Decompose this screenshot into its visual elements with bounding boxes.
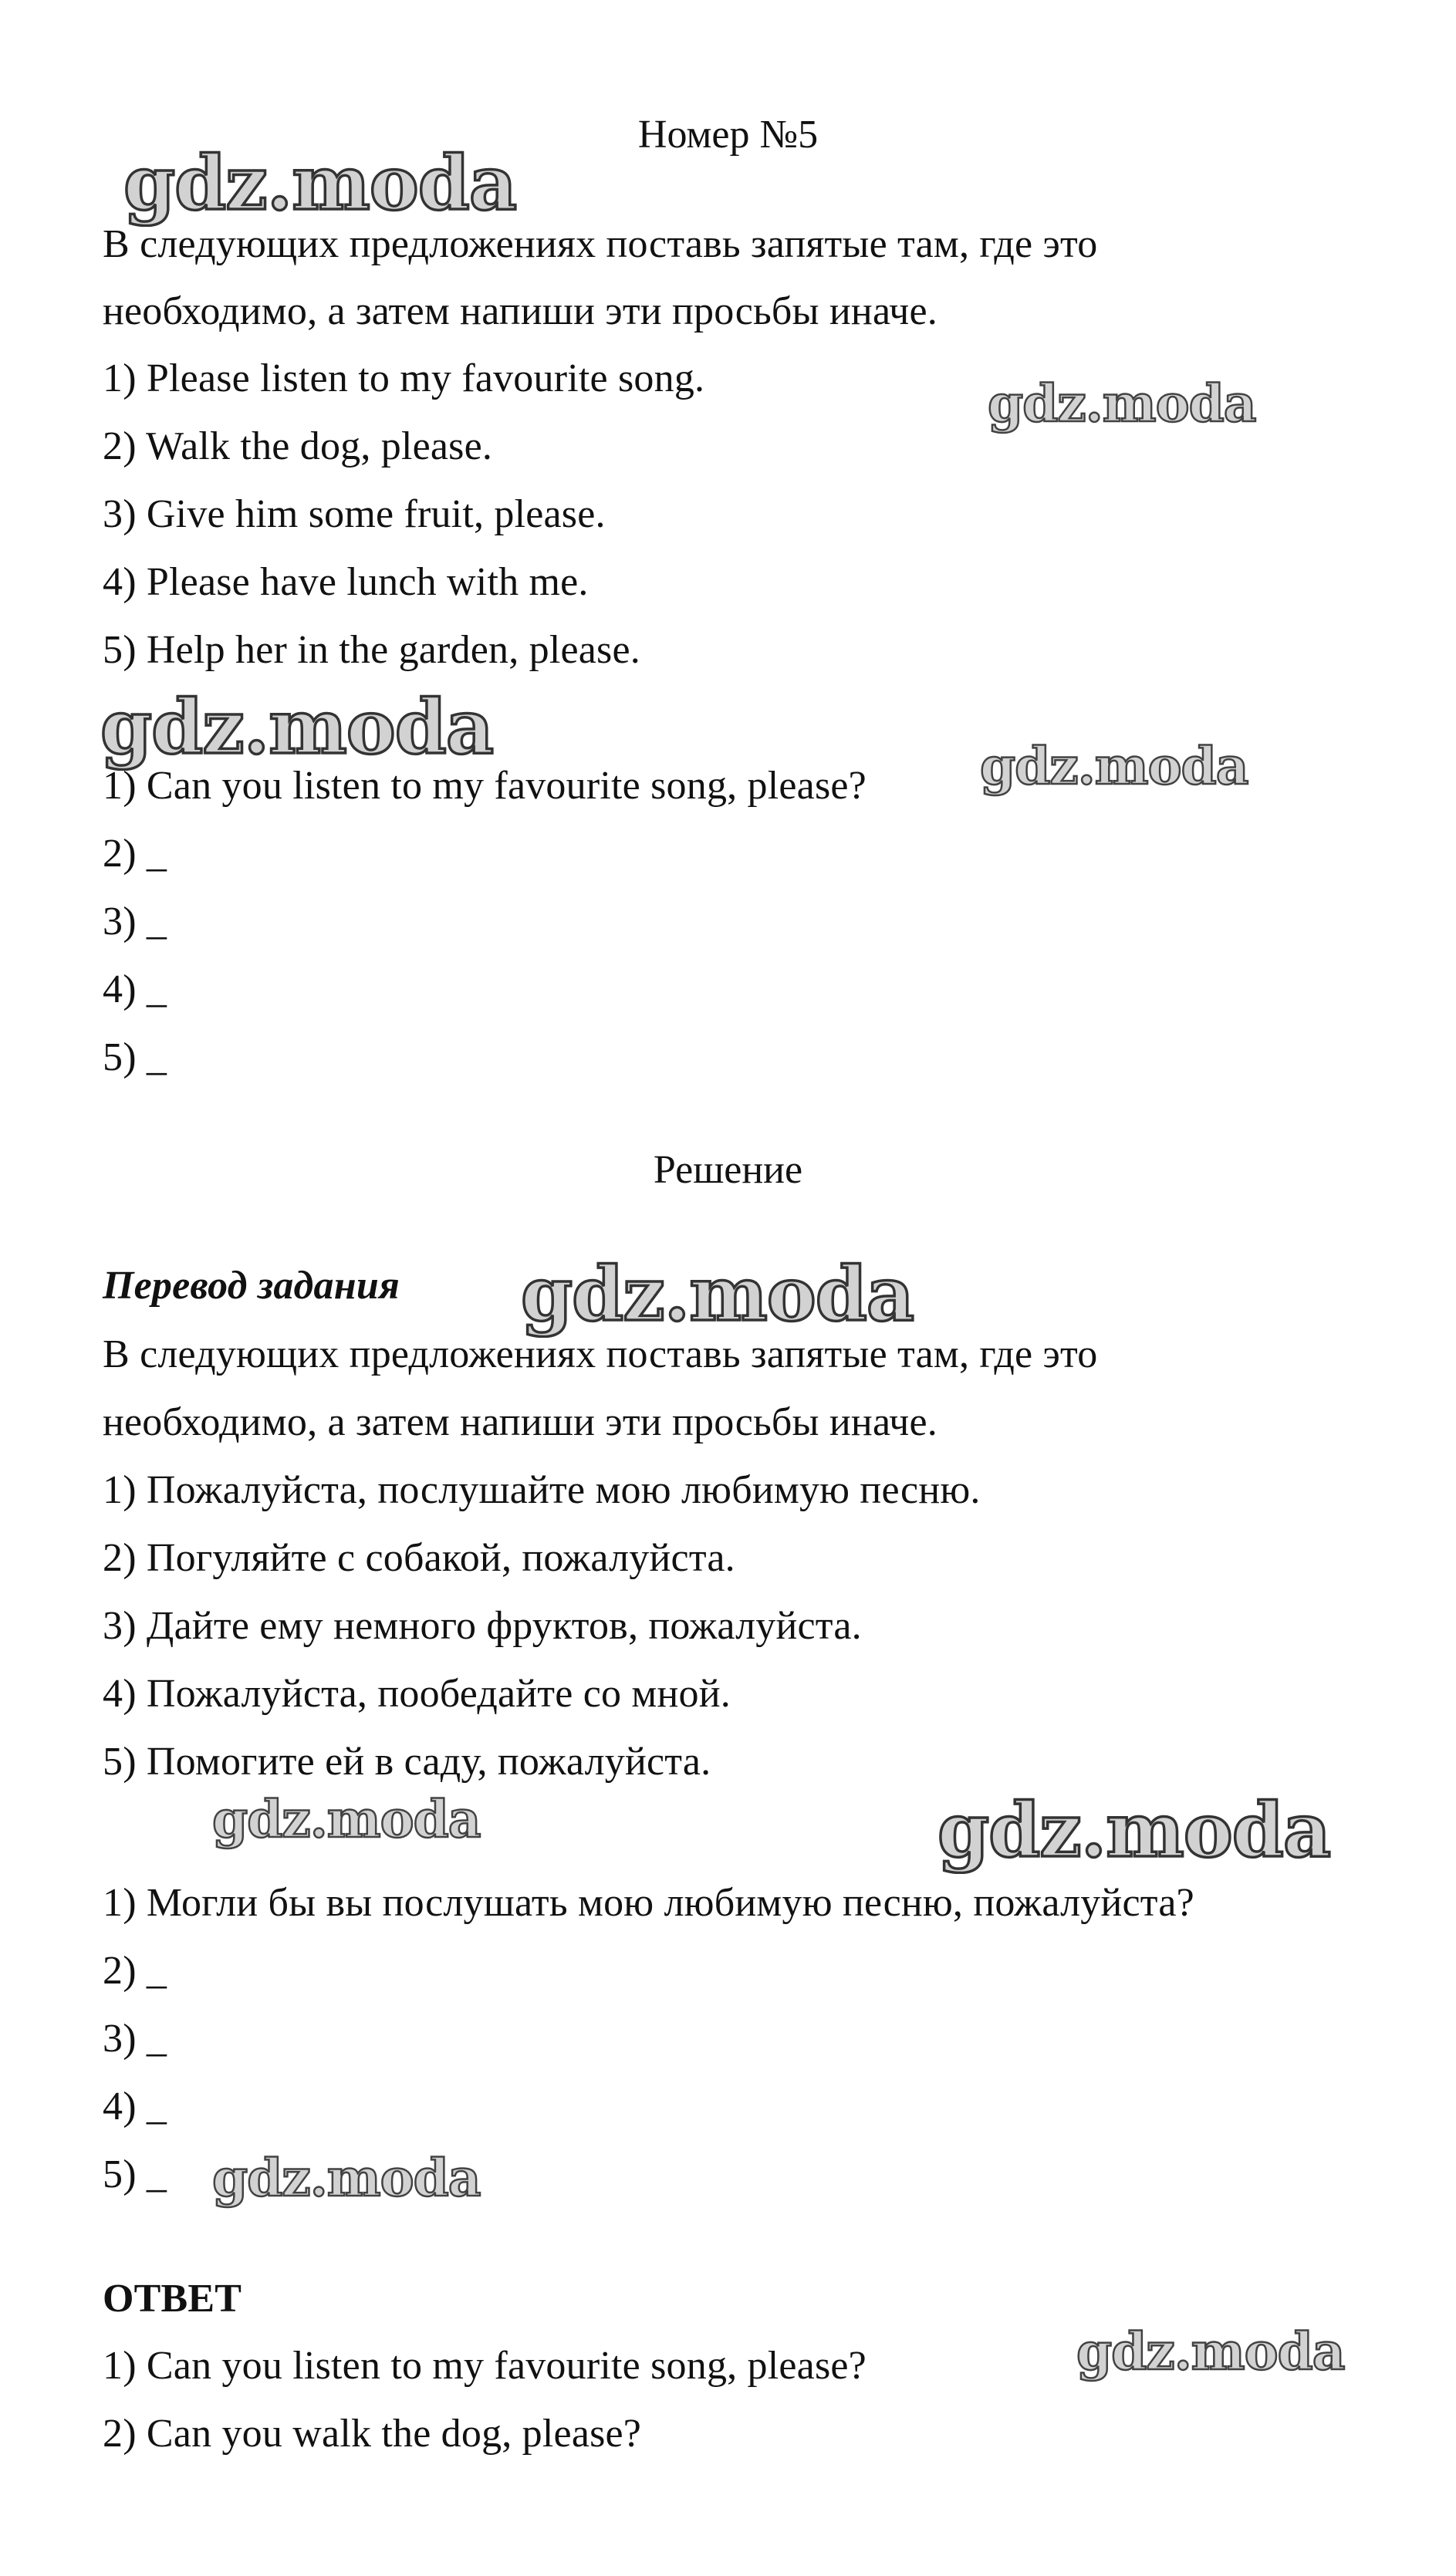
task-instruction-line-2: необходимо, а затем напиши эти просьбы иначе. [103,289,937,333]
answer-line-2: 2) Can you walk the dog, please? [103,2412,642,2456]
translation-sentence-5: 5) Помогите ей в саду, пожалуйста. [103,1740,711,1784]
solution-heading: Решение [653,1148,803,1192]
task-sentence-4: 4) Please have lunch with me. [103,560,589,604]
translation-answer-2: 2) _ [103,1949,167,1993]
task-answer-4: 4) _ [103,967,167,1011]
translation-instruction-line-1: В следующих предложениях поставь запятые там, где это [103,1332,1098,1376]
task-answer-3: 3) _ [103,900,167,944]
task-sentence-1: 1) Please listen to my favourite song. [103,356,705,400]
watermark: gdz.moda [988,373,1256,434]
answer-line-1: 1) Can you listen to my favourite song, please? [103,2344,867,2388]
translation-answer-1: 1) Могли бы вы послушать мою любимую песню, пожалуйста? [103,1881,1194,1925]
watermark: gdz.moda [212,2148,481,2208]
task-answer-5: 5) _ [103,1035,167,1079]
watermark: gdz.moda [1076,2321,1345,2382]
task-instruction-line-1: В следующих предложениях поставь запятые там, где это [103,222,1098,266]
task-sentence-5: 5) Help her in the garden, please. [103,628,640,672]
translation-heading: Перевод задания [103,1264,400,1308]
task-answer-2: 2) _ [103,832,167,876]
answer-heading: ОТВЕТ [103,2277,242,2321]
translation-answer-4: 4) _ [103,2085,167,2129]
task-sentence-3: 3) Give him some fruit, please. [103,492,606,536]
translation-sentence-3: 3) Дайте ему немного фруктов, пожалуйста. [103,1604,862,1648]
task-sentence-2: 2) Walk the dog, please. [103,424,493,468]
translation-answer-5: 5) _ [103,2152,167,2196]
watermark: gdz.moda [123,140,517,227]
watermark: gdz.moda [212,1789,481,1849]
watermark: gdz.moda [521,1251,914,1338]
watermark: gdz.moda [980,736,1248,796]
watermark: gdz.moda [100,684,494,771]
translation-sentence-1: 1) Пожалуйста, послушайте мою любимую песню. [103,1468,981,1512]
translation-instruction-line-2: необходимо, а затем напиши эти просьбы иначе. [103,1400,937,1444]
translation-sentence-4: 4) Пожалуйста, пообедайте со мной. [103,1672,731,1716]
watermark: gdz.moda [937,1787,1331,1874]
translation-sentence-2: 2) Погуляйте с собакой, пожалуйста. [103,1536,735,1580]
task-answer-1: 1) Can you listen to my favourite song, please? [103,764,867,808]
page-title: Номер №5 [637,113,819,157]
translation-answer-3: 3) _ [103,2017,167,2061]
